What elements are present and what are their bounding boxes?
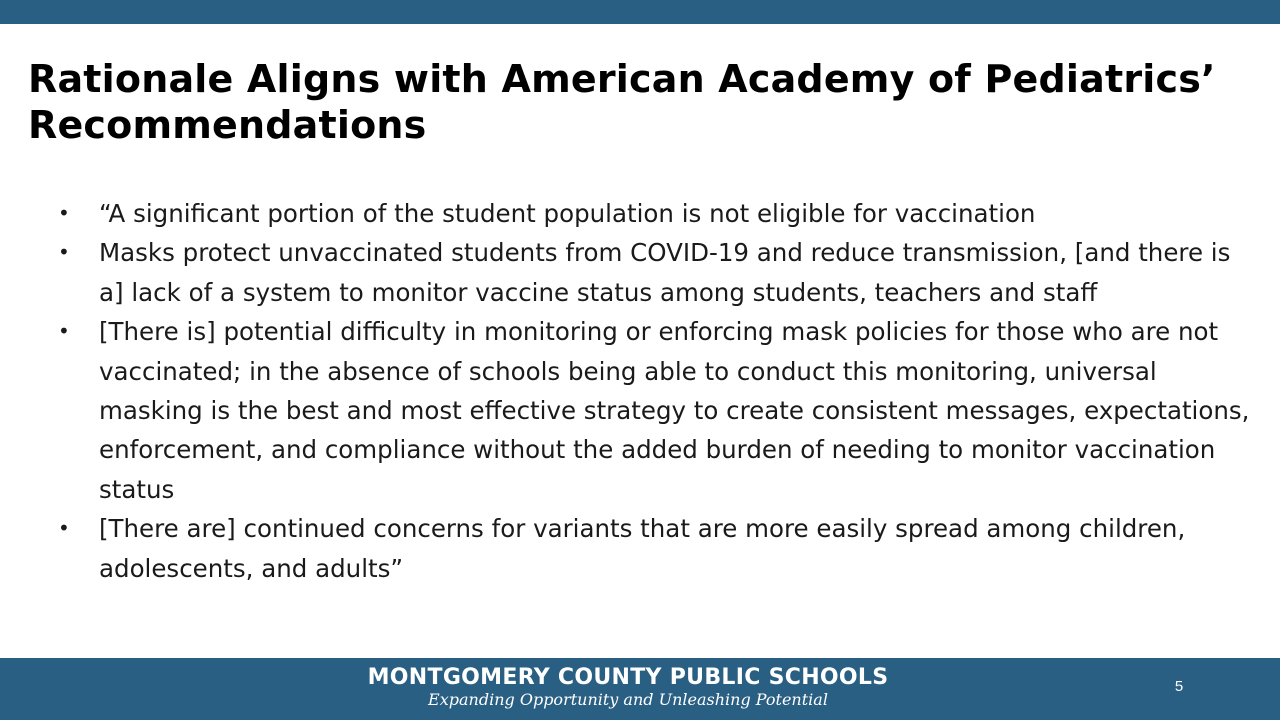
bullet-text: “A significant portion of the student population is not eligible for vaccination bbox=[99, 199, 1036, 228]
bullet-item bbox=[58, 509, 1258, 588]
bullet-item bbox=[58, 194, 1258, 233]
bullet-list bbox=[58, 194, 1258, 588]
bullet-text: Masks protect unvaccinated students from COVID-19 and reduce transmission, [and there is a] lack of a system to monitor vaccine status among students, teachers and staff bbox=[99, 238, 1231, 307]
bullet-icon: • bbox=[58, 516, 70, 541]
bullet-item bbox=[58, 233, 1258, 312]
organization-name: MONTGOMERY COUNTY PUBLIC SCHOOLS bbox=[367, 665, 889, 690]
bullet-item bbox=[58, 312, 1258, 509]
bullet-text: [There is] potential difficulty in monitoring or enforcing mask policies for those who are not vaccinated; in the absence of schools being able to conduct this monitoring, universal masking is the best and most effective strategy to create consistent messages, expectations, enforcement, and compliance without the added burden of needing to monitor vaccination status bbox=[99, 317, 1250, 504]
footer-bar bbox=[0, 658, 1280, 720]
top-accent-bar bbox=[0, 0, 1280, 24]
slide-title: Rationale Aligns with American Academy of Pediatrics’ Recommendations bbox=[28, 57, 1216, 147]
bullet-icon: • bbox=[58, 240, 70, 265]
organization-tagline: Expanding Opportunity and Unleashing Potential bbox=[428, 690, 828, 709]
bullet-text: [There are] continued concerns for variants that are more easily spread among children, adolescents, and adults” bbox=[99, 514, 1186, 583]
page-number: 5 bbox=[1174, 678, 1184, 695]
bullet-icon: • bbox=[58, 319, 70, 344]
bullet-icon: • bbox=[58, 201, 70, 225]
